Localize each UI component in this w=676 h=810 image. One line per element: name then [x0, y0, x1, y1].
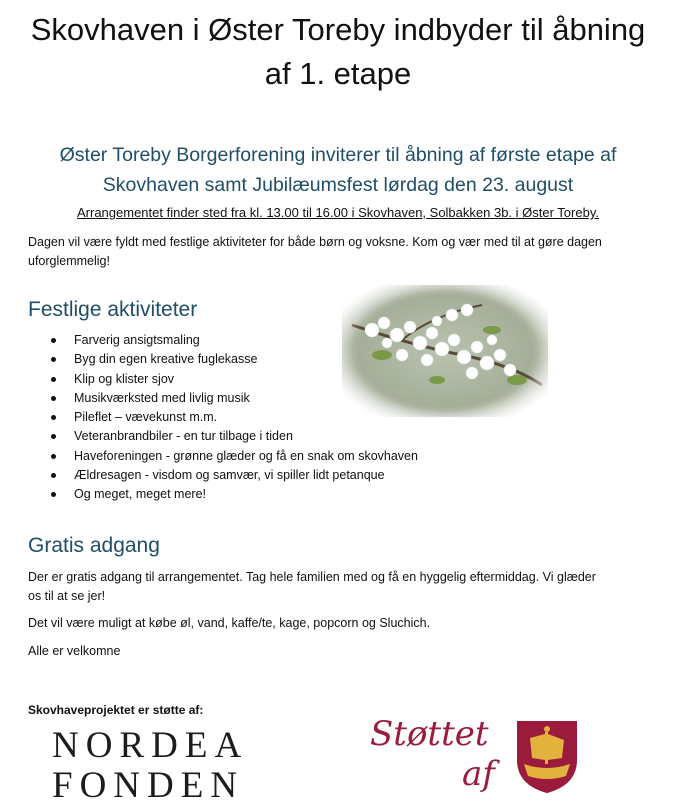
list-item: Veteranbrandbiler - en tur tilbage i tiden — [46, 427, 418, 446]
list-item: Og meget, meget mere! — [46, 485, 418, 504]
intro-line-2: uforglemmelig! — [28, 254, 110, 268]
intro-line-1: Dagen vil være fyldt med festlige aktiviteter for både børn og voksne. Kom og vær med til at gøre dagen — [28, 235, 602, 249]
list-item: Farverig ansigtsmaling — [46, 331, 418, 350]
title-line-1: Skovhaven i Øster Toreby indbyder til åbning — [30, 12, 646, 47]
list-item: Haveforeningen - grønne glæder og få en snak om skovhaven — [46, 447, 418, 466]
sponsor-label: Skovhaveprojektet er støtte af: — [28, 703, 204, 717]
page-title — [0, 8, 676, 96]
free-entry-heading: Gratis adgang — [28, 534, 160, 557]
nordea-fonden-logo — [52, 726, 248, 806]
title-line-2: af 1. etape — [264, 56, 412, 91]
list-item: Klip og klister sjov — [46, 370, 418, 389]
af-word: af — [462, 754, 495, 794]
stottet-af-logo — [370, 714, 495, 794]
list-item: Musikværksted med livlig musik — [46, 389, 418, 408]
refreshments-paragraph: Det vil være muligt at købe øl, vand, kaffe/te, kage, popcorn og Sluchich. — [28, 616, 431, 630]
list-item: Byg din egen kreative fuglekasse — [46, 350, 418, 369]
stottet-word: Støttet — [370, 714, 489, 754]
invitation-subtitle — [20, 140, 656, 200]
free-entry-paragraph — [28, 568, 648, 606]
nordea-logo-line-2: FONDEN — [52, 765, 245, 806]
activities-heading: Festlige aktiviteter — [28, 298, 198, 321]
free-line-1: Der er gratis adgang til arrangementet. Tag hele familien med og få en hyggelig eftermiddag. Vi glæder — [28, 570, 596, 584]
list-item: Ældresagen - visdom og samvær, vi spiller lidt petanque — [46, 466, 418, 485]
subtitle-line-1: Øster Toreby Borgerforening inviterer til åbning af første etape af — [59, 144, 617, 166]
nordea-logo-line-1: NORDEA — [52, 725, 249, 766]
intro-paragraph — [28, 233, 648, 271]
event-time-place: Arrangementet finder sted fra kl. 13.00 til 16.00 i Skovhaven, Solbakken 3b. i Øster Toreby. — [77, 205, 599, 220]
municipal-crest-icon — [516, 720, 578, 799]
free-line-2: os til at se jer! — [28, 589, 106, 603]
list-item: Pileflet – vævekunst m.m. — [46, 408, 418, 427]
subtitle-line-2: Skovhaven samt Jubilæumsfest lørdag den 23. august — [102, 174, 574, 196]
welcome-paragraph: Alle er velkomne — [28, 644, 121, 658]
cherry-blossom-photo — [342, 285, 548, 417]
